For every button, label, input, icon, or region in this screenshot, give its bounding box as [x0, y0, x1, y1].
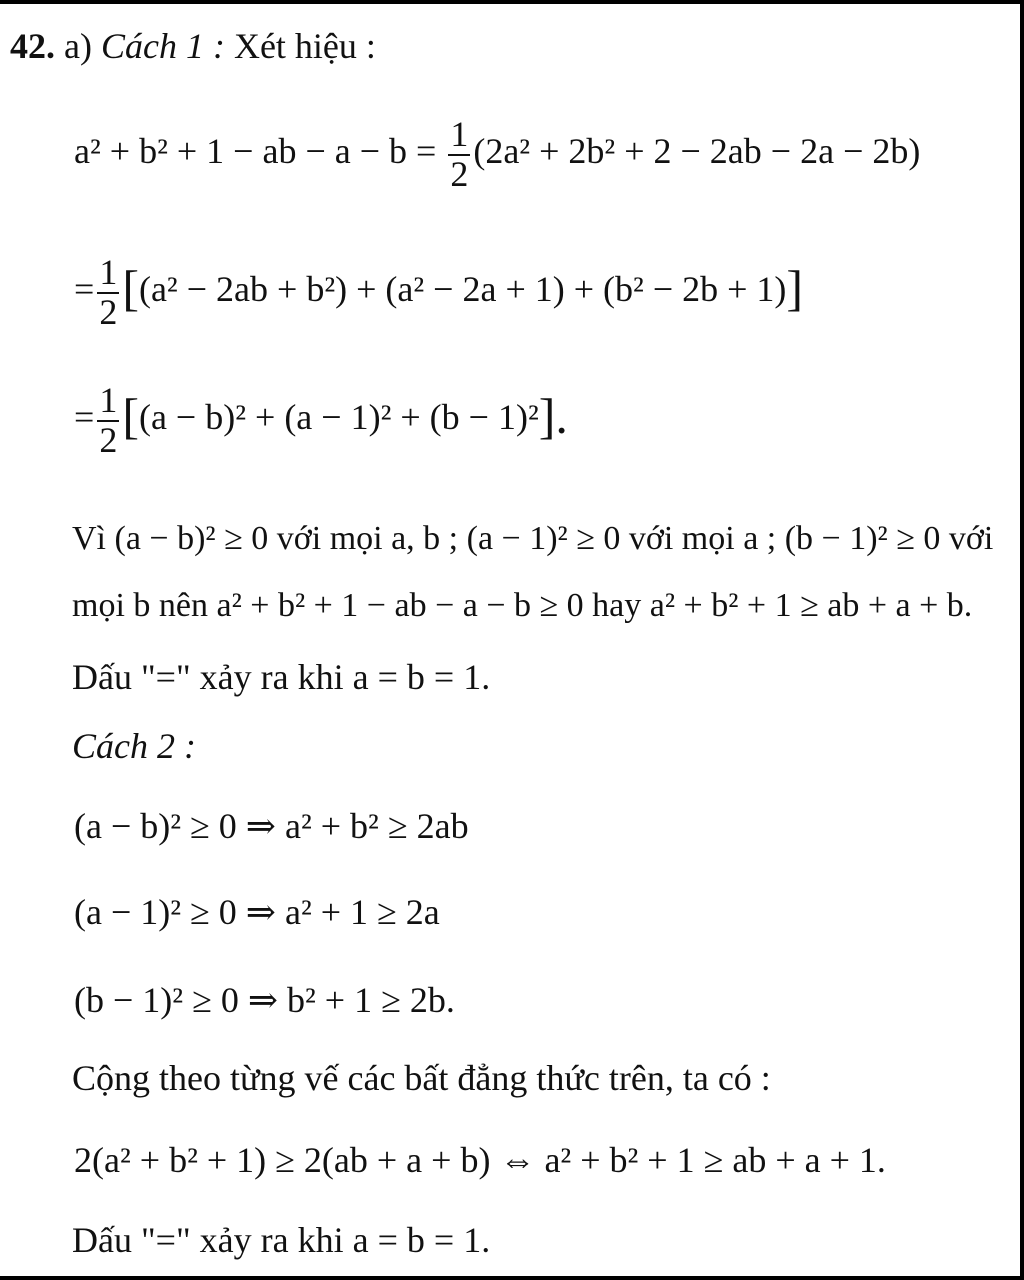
eq2-body: (a² − 2ab + b²) + (a² − 2a + 1) + (b² − 2b + 1)	[138, 269, 787, 310]
eq2-frac-num: 1	[99, 252, 118, 292]
eq3-fraction	[97, 382, 119, 460]
equality-condition-1: Dấu "=" xảy ra khi a = b = 1.	[72, 657, 491, 697]
eq2-open-bracket: [	[122, 260, 139, 317]
eq3-open-bracket: [	[122, 388, 139, 445]
part-label: a)	[64, 26, 92, 66]
eq2-fraction	[97, 254, 119, 332]
eq1-frac-num: 1	[450, 114, 469, 154]
equality-condition-2: Dấu "=" xảy ra khi a = b = 1.	[72, 1220, 491, 1260]
eq2-close-bracket: ]	[786, 260, 804, 317]
method2-line-3: (b − 1)² ≥ 0 ⇒ b² + 1 ≥ 2b.	[74, 980, 455, 1020]
equation-2	[74, 254, 803, 332]
problem-number: 42.	[10, 26, 55, 66]
eq3-frac-num: 1	[99, 380, 118, 420]
eq3-close-bracket: ].	[538, 388, 568, 445]
method1-label: Cách 1 :	[100, 26, 225, 66]
eq2-frac-den: 2	[99, 291, 118, 332]
document-page	[0, 4, 1020, 1276]
method2-line-2: (a − 1)² ≥ 0 ⇒ a² + 1 ≥ 2a	[74, 892, 440, 932]
method2-line-1: (a − b)² ≥ 0 ⇒ a² + b² ≥ 2ab	[74, 806, 469, 846]
method2-label: Cách 2 :	[72, 726, 196, 766]
eq1-rhs: (2a² + 2b² + 2 − 2ab − 2a − 2b)	[473, 131, 921, 172]
equation-3	[74, 382, 568, 460]
reason-line-1: Vì (a − b)² ≥ 0 với mọi a, b ; (a − 1)² ≥ 0 với mọi a ; (b − 1)² ≥ 0 với	[72, 520, 994, 557]
eq3-frac-den: 2	[99, 419, 118, 460]
problem-header	[10, 28, 376, 64]
eq1-frac-den: 2	[450, 153, 469, 194]
sum-result: 2(a² + b² + 1) ≥ 2(ab + a + b) ⇔ a² + b² + 1 ≥ ab + a + 1.	[74, 1140, 886, 1180]
eq3-body: (a − b)² + (a − 1)² + (b − 1)²	[138, 397, 539, 438]
eq2-prefix: =	[74, 269, 95, 310]
reason-line-2: mọi b nên a² + b² + 1 − ab − a − b ≥ 0 hay a² + b² + 1 ≥ ab + a + b.	[72, 587, 973, 624]
eq1-lhs: a² + b² + 1 − ab − a − b =	[74, 131, 437, 172]
sum-text: Cộng theo từng vế các bất đẳng thức trên, ta có :	[72, 1058, 771, 1098]
method1-intro: Xét hiệu :	[233, 26, 376, 66]
equation-1	[74, 116, 920, 194]
eq3-prefix: =	[74, 397, 95, 438]
eq1-fraction	[448, 116, 470, 194]
